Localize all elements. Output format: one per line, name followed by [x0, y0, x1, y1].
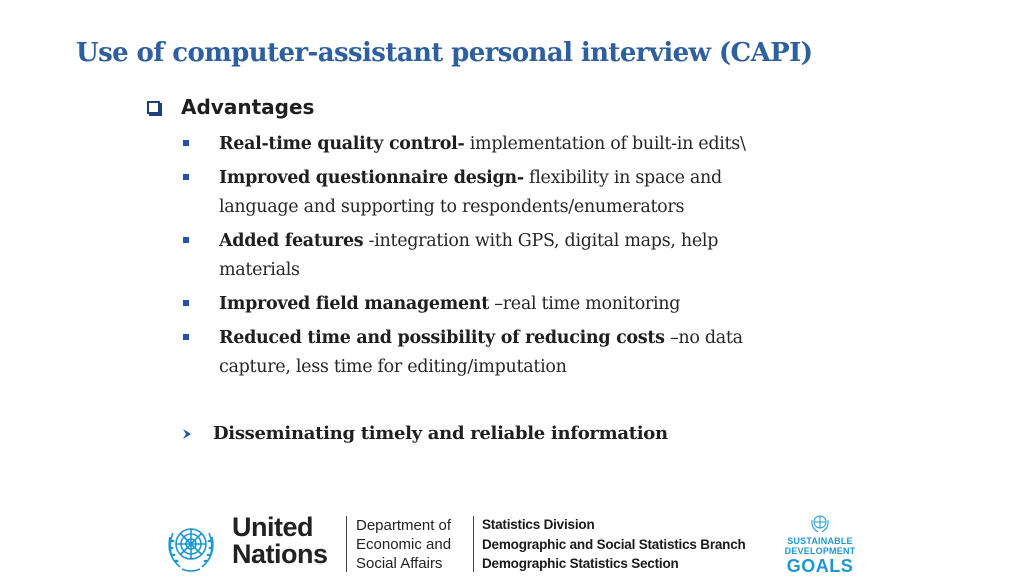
- desa-line3: Social Affairs: [356, 555, 443, 572]
- arrow-bullet-icon: [181, 428, 193, 440]
- square-bullet-icon: [183, 334, 189, 340]
- un-logo-text: [232, 514, 328, 568]
- footer: [0, 510, 1024, 576]
- un-emblem-icon: [160, 515, 222, 577]
- item-bold: Real-time quality control-: [219, 134, 465, 154]
- stat-line1: Statistics Division: [482, 517, 595, 532]
- sdg-logo: [783, 512, 857, 576]
- list-item: [183, 164, 803, 222]
- checkbox-bullet-icon: [147, 101, 160, 114]
- item-bold: Added features: [219, 231, 364, 251]
- sdg-line1: SUSTAINABLE: [787, 536, 853, 546]
- item-bold: Reduced time and possibility of reducing costs: [219, 328, 665, 348]
- desa-text: [356, 516, 451, 573]
- square-bullet-icon: [183, 140, 189, 146]
- un-line2: Nations: [232, 539, 328, 569]
- item-text: implementation of built-in edits\: [464, 134, 746, 154]
- item-text: –no data capture, less time for editing/imputation: [219, 328, 743, 377]
- un-line1: United: [232, 512, 313, 542]
- square-bullet-icon: [183, 300, 189, 306]
- list-item: [183, 130, 803, 159]
- sdg-line2: DEVELOPMENT: [784, 546, 856, 556]
- divider: [346, 516, 347, 572]
- sdg-goals: GOALS: [786, 556, 854, 576]
- advantages-heading-row: [147, 95, 314, 119]
- advantages-heading: Advantages: [181, 95, 315, 119]
- stat-line3: Demographic Statistics Section: [482, 556, 679, 571]
- advantages-list: [183, 130, 803, 387]
- item-bold: Improved questionnaire design-: [219, 168, 524, 188]
- list-item: [183, 324, 803, 382]
- dissemination-row: [181, 423, 668, 444]
- item-bold: Improved field management: [219, 294, 489, 314]
- statistics-division-text: [482, 515, 746, 574]
- list-item: [183, 227, 803, 285]
- square-bullet-icon: [183, 237, 189, 243]
- item-text: -integration with GPS, digital maps, help materials: [219, 231, 719, 280]
- item-text: –real time monitoring: [489, 294, 681, 314]
- desa-line2: Economic and: [356, 536, 452, 553]
- list-item: [183, 290, 803, 319]
- desa-line1: Department of: [356, 517, 452, 534]
- stat-line2: Demographic and Social Statistics Branch: [482, 536, 746, 552]
- slide-title: Use of computer-assistant personal interview (CAPI): [76, 38, 813, 68]
- divider: [473, 516, 474, 572]
- sdg-un-emblem-icon: [809, 512, 831, 534]
- square-bullet-icon: [183, 174, 189, 180]
- item-text: flexibility in space and language and supporting to respondents/enumerators: [219, 168, 722, 217]
- dissemination-text: Disseminating timely and reliable information: [213, 423, 668, 444]
